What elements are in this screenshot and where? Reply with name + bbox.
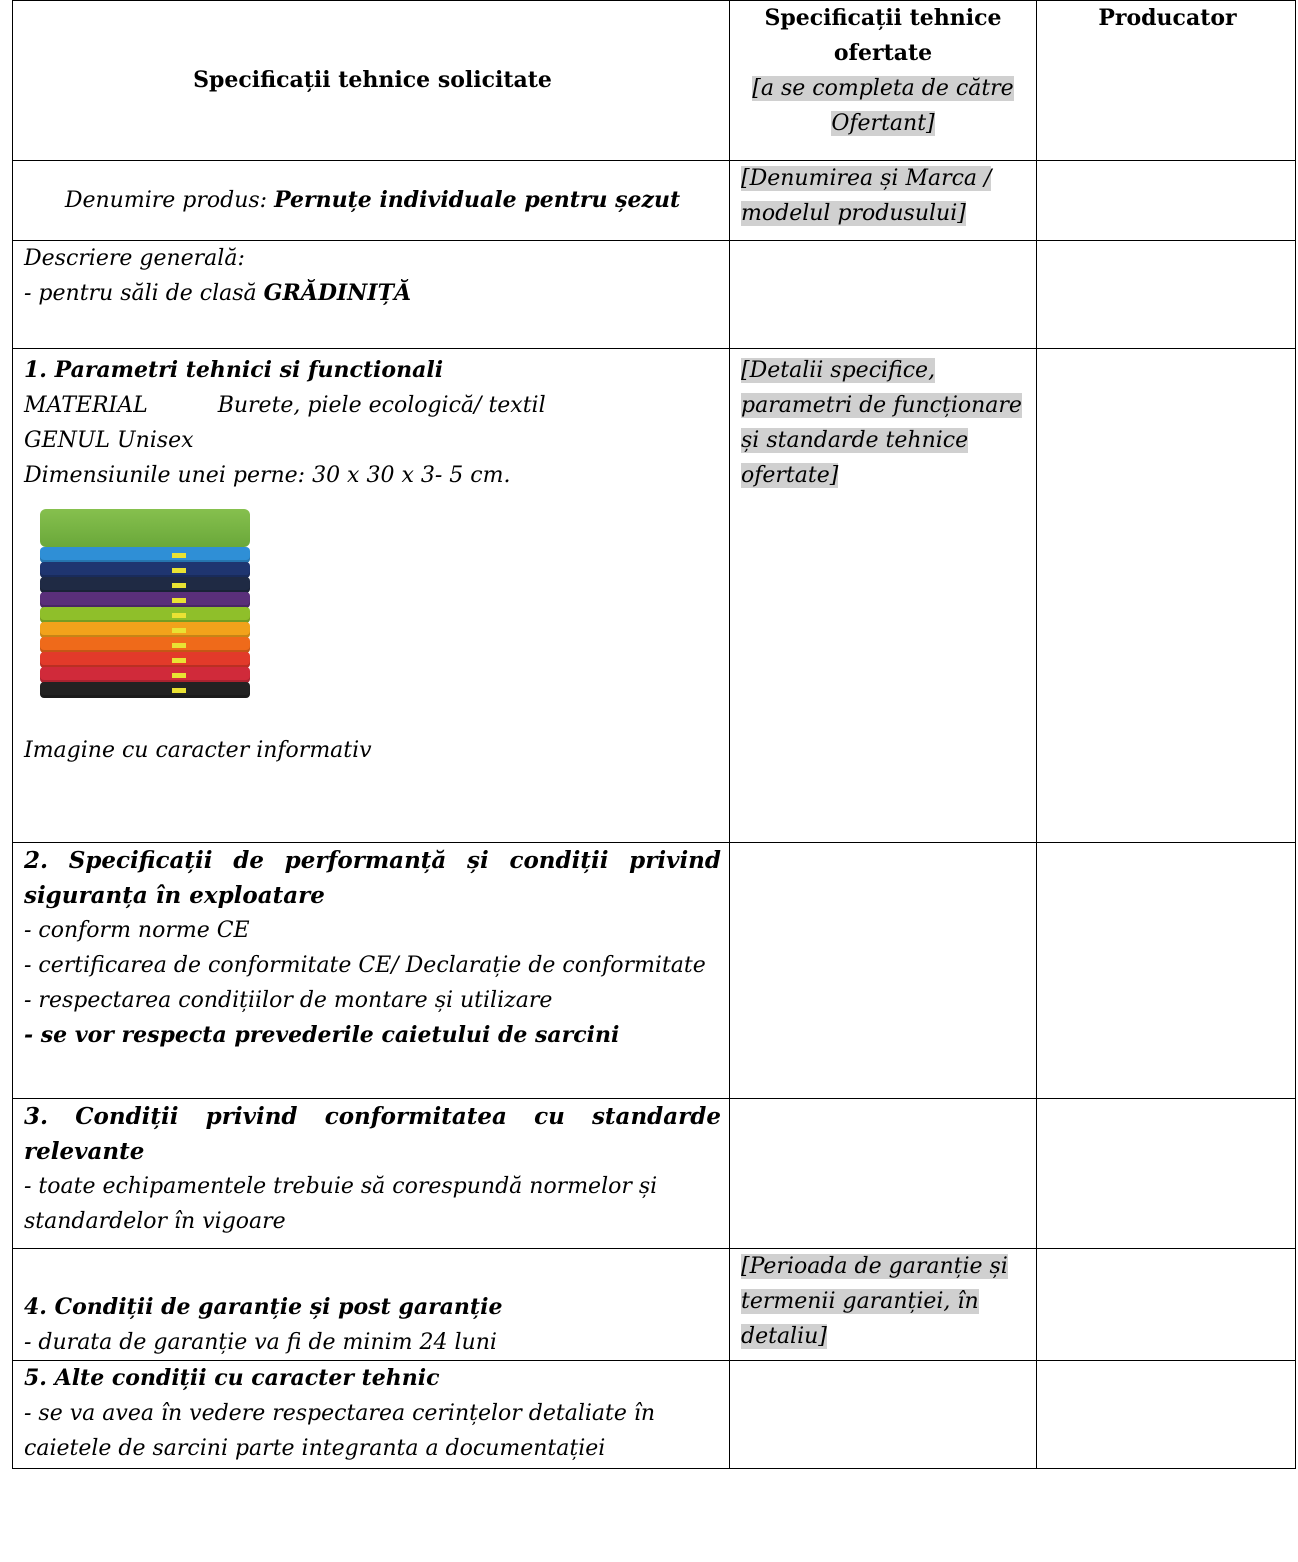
- performance-title: 2. Specificații de performanță și condiții privind siguranța în exploatare: [24, 847, 721, 909]
- params-material-value: Burete, piele ecologică/ textil: [217, 393, 546, 418]
- cell-standards-offer[interactable]: [730, 1099, 1037, 1249]
- header-offered-title: Specificații tehnice ofertate: [764, 5, 1002, 66]
- general-description-label: Descriere generală:: [24, 246, 245, 271]
- row-other-conditions: [13, 1361, 1296, 1469]
- other-title: 5. Alte condiții cu caracter tehnic: [24, 1365, 440, 1391]
- general-description-line: - pentru săli de clasă: [24, 281, 257, 306]
- cushion-layer: [40, 577, 250, 593]
- specifications-table: [12, 0, 1296, 1469]
- cell-other-offer[interactable]: [730, 1361, 1037, 1469]
- product-offer-placeholder: [Denumirea și Marca / modelul produsului]: [741, 166, 992, 226]
- cushion-label-tag: [172, 658, 186, 663]
- cushion-layer: [40, 592, 250, 608]
- warranty-offer-placeholder: [Perioada de garanție și termenii garanției, în detaliu]: [741, 1254, 1008, 1349]
- cell-performance: [13, 843, 730, 1099]
- cell-general-producer[interactable]: [1037, 241, 1296, 349]
- cushion-label-tag: [172, 613, 186, 618]
- cushion-label-tag: [172, 643, 186, 648]
- row-technical-params: [13, 349, 1296, 843]
- params-material-label: MATERIAL: [24, 393, 148, 418]
- row-performance: [13, 843, 1296, 1099]
- cell-product-name: [13, 161, 730, 241]
- other-item: - se va avea în vedere respectarea cerințelor detaliate în caietele de sarcini parte integranta a documentației: [24, 1401, 656, 1461]
- cell-performance-offer[interactable]: [730, 843, 1037, 1099]
- cell-product-offer[interactable]: [730, 161, 1037, 241]
- cushion-stack-image: [40, 509, 266, 709]
- cushion-label-tag: [172, 688, 186, 693]
- cell-warranty-producer[interactable]: [1037, 1249, 1296, 1361]
- cushion-label-tag: [172, 673, 186, 678]
- params-material-line: [24, 388, 721, 423]
- cell-general-description: [13, 241, 730, 349]
- cell-other-producer[interactable]: [1037, 1361, 1296, 1469]
- image-caption: Imagine cu caracter informativ: [24, 738, 372, 763]
- header-row: [13, 1, 1296, 161]
- row-standards: [13, 1099, 1296, 1249]
- cushion-layer: [40, 667, 250, 683]
- params-genul: GENUL Unisex: [24, 428, 194, 453]
- cushion-layer: [40, 652, 250, 668]
- cell-standards-producer[interactable]: [1037, 1099, 1296, 1249]
- row-product-name: [13, 161, 1296, 241]
- row-general-description: [13, 241, 1296, 349]
- cushion-layer: [40, 547, 250, 563]
- performance-item-2: - certificarea de conformitate CE/ Declarație de conformitate: [24, 953, 706, 978]
- performance-item-3: - respectarea condițiilor de montare și utilizare: [24, 988, 553, 1013]
- warranty-item: - durata de garanție va fi de minim 24 luni: [24, 1330, 497, 1355]
- cell-warranty: [13, 1249, 730, 1361]
- cushion-label-tag: [172, 553, 186, 558]
- cell-performance-producer[interactable]: [1037, 843, 1296, 1099]
- cushion-top: [40, 509, 250, 547]
- cell-general-offer[interactable]: [730, 241, 1037, 349]
- cushion-layer: [40, 562, 250, 578]
- cushion-label-tag: [172, 598, 186, 603]
- cell-warranty-offer[interactable]: [730, 1249, 1037, 1361]
- params-offer-placeholder: [Detalii specifice, parametri de funcționare și standarde tehnice ofertate]: [741, 358, 1022, 488]
- cushion-layer: [40, 682, 250, 698]
- cushion-layer: [40, 622, 250, 638]
- header-producer: [1037, 1, 1296, 161]
- header-requested-label: Specificații tehnice solicitate: [193, 67, 552, 93]
- header-offered-note: [a se completa de către Ofertant]: [752, 76, 1014, 136]
- cushion-layer: [40, 607, 250, 623]
- performance-item-1: - conform norme CE: [24, 918, 250, 943]
- cell-params-producer[interactable]: [1037, 349, 1296, 843]
- standards-title: 3. Condiții privind conformitatea cu standarde relevante: [24, 1103, 721, 1165]
- general-description-bold: GRĂDINIȚĂ: [263, 280, 412, 306]
- cell-other-conditions: [13, 1361, 730, 1469]
- product-name-value: Pernuțe individuale pentru șezut: [274, 187, 681, 213]
- standards-item: - toate echipamentele trebuie să corespundă normelor și standardelor în vigoare: [24, 1174, 658, 1234]
- cell-product-producer[interactable]: [1037, 161, 1296, 241]
- params-title: 1. Parametri tehnici si functionali: [24, 357, 444, 383]
- header-offered-specs: [730, 1, 1037, 161]
- header-producer-label: Producator: [1098, 5, 1237, 31]
- cushion-layer: [40, 637, 250, 653]
- cell-technical-params: [13, 349, 730, 843]
- row-warranty: [13, 1249, 1296, 1361]
- cushion-label-tag: [172, 628, 186, 633]
- product-name-label: Denumire produs:: [64, 188, 268, 213]
- cushion-label-tag: [172, 583, 186, 588]
- cell-standards: [13, 1099, 730, 1249]
- warranty-title: 4. Condiții de garanție și post garanție: [24, 1294, 503, 1320]
- cell-params-offer[interactable]: [730, 349, 1037, 843]
- cushion-label-tag: [172, 568, 186, 573]
- params-dimensions: Dimensiunile unei perne: 30 x 30 x 3- 5 cm.: [24, 463, 511, 488]
- performance-bold-item: - se vor respecta prevederile caietului de sarcini: [24, 1022, 620, 1048]
- header-requested-specs: [13, 1, 730, 161]
